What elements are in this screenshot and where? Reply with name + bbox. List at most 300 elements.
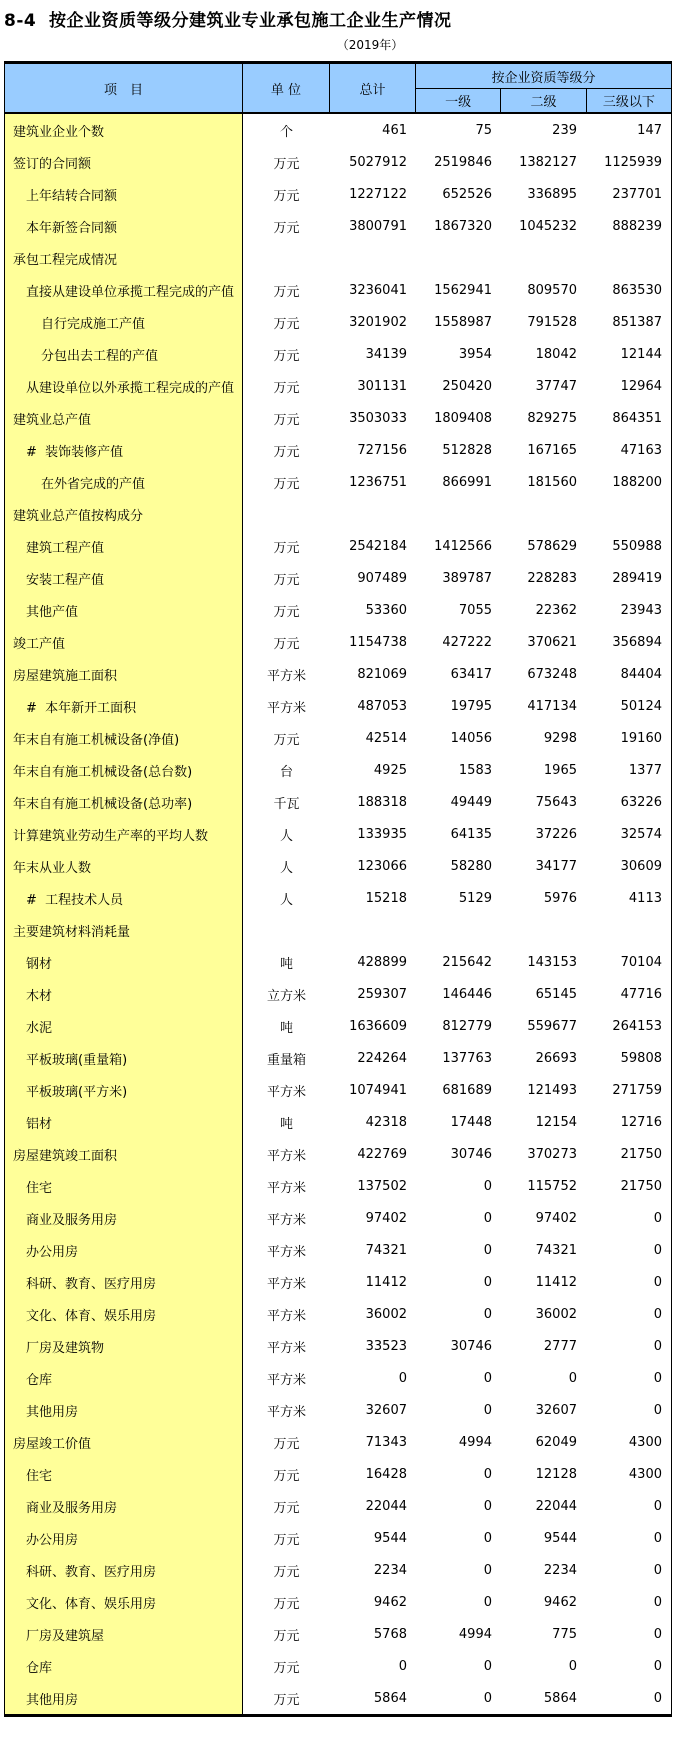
row-unit: 万元 [273,476,300,492]
table-row [5,1330,671,1362]
row-total-value: 137502 [357,1178,407,1194]
row-unit: 千瓦 [273,796,300,812]
row-grade2-value: 62049 [535,1434,577,1450]
row-grade2-value: 5976 [543,890,577,906]
row-grade3-value: 0 [653,1626,662,1642]
row-grade3-value: 21750 [620,1178,662,1194]
row-grade3-value: 4300 [628,1466,662,1482]
row-grade3-value: 0 [653,1306,662,1322]
row-total-value: 422769 [357,1146,407,1162]
row-total-value: 123066 [357,858,407,874]
row-total-value: 727156 [357,442,407,458]
row-grade1-value: 17448 [450,1114,492,1130]
table-row [5,818,671,850]
row-grade3-value: 271759 [612,1082,662,1098]
row-grade2-value [501,242,586,274]
row-grade1-value: 1809408 [434,410,492,426]
row-unit: 平方米 [266,1404,306,1420]
row-total-value: 3503033 [349,410,407,426]
page-subtitle: （2019年） [336,38,404,52]
row-grade1-value: 681689 [442,1082,492,1098]
row-grade2-value: 775 [552,1626,577,1642]
row-unit: 人 [279,828,293,844]
row-item-label: 平板玻璃(平方米) [5,1074,243,1106]
row-unit: 平方米 [266,1276,306,1292]
table-row [5,274,671,306]
col-header-group-title: 按企业资质等级分 [416,64,671,89]
row-item-label: 直接从建设单位承揽工程完成的产值 [5,274,243,306]
row-unit [243,242,330,274]
row-grade2-value: 9544 [543,1530,577,1546]
table-row [5,242,671,274]
table-row [5,1298,671,1330]
row-grade2-value: 0 [568,1658,577,1674]
row-grade1-value: 1583 [458,762,492,778]
row-grade3-value: 888239 [612,218,662,234]
row-grade1-value: 0 [483,1242,492,1258]
row-grade3-value: 851387 [612,314,662,330]
table-row [5,626,671,658]
row-item-label: 年末自有施工机械设备(总台数) [5,754,243,786]
row-unit: 万元 [273,540,300,556]
row-unit: 平方米 [266,668,306,684]
row-grade1-value: 1867320 [434,218,492,234]
row-grade1-value: 1412566 [434,538,492,554]
row-grade1-value: 0 [483,1370,492,1386]
row-grade1-value: 652526 [442,186,492,202]
row-grade1-value: 0 [483,1562,492,1578]
row-unit: 万元 [273,636,300,652]
row-grade3-value: 0 [653,1498,662,1514]
statistics-table [4,61,672,1717]
row-unit: 万元 [273,572,300,588]
row-grade1-value: 250420 [442,378,492,394]
row-grade1-value: 146446 [442,986,492,1002]
row-grade3-value: 0 [653,1402,662,1418]
row-grade1-value: 427222 [442,634,492,650]
row-unit: 人 [279,892,293,908]
row-grade1-value [416,914,501,946]
row-grade1-value: 0 [483,1306,492,1322]
row-grade3-value: 63226 [620,794,662,810]
row-unit: 平方米 [266,1340,306,1356]
row-unit: 万元 [273,348,300,364]
row-grade3-value [586,498,671,530]
row-unit [243,914,330,946]
row-unit: 平方米 [266,700,306,716]
row-grade1-value: 0 [483,1498,492,1514]
row-total-value: 461 [382,122,407,138]
row-unit: 万元 [273,1660,300,1676]
row-grade2-value: 34177 [535,858,577,874]
row-item-label: 商业及服务用房 [5,1490,243,1522]
row-total-value: 188318 [357,794,407,810]
row-grade2-value: 239 [552,122,577,138]
row-grade1-value: 0 [483,1402,492,1418]
row-grade2-value: 578629 [527,538,577,554]
row-unit: 立方米 [266,988,306,1004]
row-item-label: 分包出去工程的产值 [5,338,243,370]
row-total-value: 133935 [357,826,407,842]
row-grade2-value: 9462 [543,1594,577,1610]
table-row [5,850,671,882]
row-unit: 万元 [273,1532,300,1548]
table-row [5,466,671,498]
row-item-label: 上年结转合同额 [5,178,243,210]
row-total-value: 1154738 [349,634,407,650]
row-grade2-value: 12154 [535,1114,577,1130]
row-grade1-value [416,242,501,274]
row-grade3-value: 188200 [612,474,662,490]
row-total-value: 3201902 [349,314,407,330]
table-row [5,658,671,690]
row-total-value [330,242,416,274]
row-total-value: 32607 [365,1402,407,1418]
row-item-label: # 工程技术人员 [5,882,243,914]
row-item-label: 厂房及建筑物 [5,1330,243,1362]
row-total-value: 9462 [373,1594,407,1610]
row-unit: 平方米 [266,1244,306,1260]
row-grade2-value: 417134 [527,698,577,714]
row-total-value: 3800791 [349,218,407,234]
row-unit: 万元 [273,732,300,748]
row-grade3-value: 47163 [620,442,662,458]
row-item-label: 房屋竣工价值 [5,1426,243,1458]
row-grade2-value: 9298 [543,730,577,746]
row-total-value: 1236751 [349,474,407,490]
table-row [5,1074,671,1106]
table-row [5,1266,671,1298]
row-item-label: 竣工产值 [5,626,243,658]
row-grade2-value: 12128 [535,1466,577,1482]
row-grade1-value: 63417 [450,666,492,682]
table-row [5,1490,671,1522]
row-grade1-value: 0 [483,1594,492,1610]
row-unit: 万元 [273,188,300,204]
row-grade1-value: 0 [483,1466,492,1482]
row-grade3-value: 30609 [620,858,662,874]
row-grade2-value: 791528 [527,314,577,330]
row-total-value: 487053 [357,698,407,714]
row-grade2-value: 2777 [543,1338,577,1354]
col-header-grade2: 二级 [500,89,585,112]
grade-subheaders [416,89,671,112]
table-row [5,1522,671,1554]
row-unit: 万元 [273,316,300,332]
row-grade1-value: 19795 [450,698,492,714]
col-header-grade1: 一级 [445,95,472,110]
row-grade3-value: 0 [653,1658,662,1674]
row-item-label: 住宅 [5,1170,243,1202]
col-header-grade-group [416,64,671,112]
row-grade3-value: 50124 [620,698,662,714]
row-unit: 吨 [279,1116,293,1132]
row-grade2-value: 370273 [527,1146,577,1162]
row-item-label: # 装饰装修产值 [5,434,243,466]
row-grade2-value: 1382127 [519,154,577,170]
row-item-label: 安装工程产值 [5,562,243,594]
row-item-label: 房屋建筑施工面积 [5,658,243,690]
row-unit: 万元 [273,1500,300,1516]
row-grade2-value: 74321 [535,1242,577,1258]
row-unit: 万元 [273,380,300,396]
row-item-label: 铝材 [5,1106,243,1138]
row-grade1-value: 7055 [458,602,492,618]
row-grade3-value: 0 [653,1370,662,1386]
row-total-value: 301131 [357,378,407,394]
table-row [5,1170,671,1202]
row-grade3-value: 4300 [628,1434,662,1450]
row-unit: 吨 [279,1020,293,1036]
table-row [5,1586,671,1618]
table-row [5,306,671,338]
row-grade3-value: 59808 [620,1050,662,1066]
row-total-value: 3236041 [349,282,407,298]
row-item-label: 其他用房 [5,1682,243,1714]
row-grade3-value: 0 [653,1594,662,1610]
row-unit: 万元 [273,1628,300,1644]
row-total-value: 42318 [365,1114,407,1130]
row-unit: 万元 [273,1692,300,1708]
row-grade1-value: 866991 [442,474,492,490]
col-header-item: 项 目 [5,64,243,112]
row-grade2-value: 11412 [535,1274,577,1290]
row-item-label: 建筑工程产值 [5,530,243,562]
row-total-value: 5027912 [349,154,407,170]
row-total-value: 53360 [365,602,407,618]
row-grade2-value: 1965 [543,762,577,778]
row-unit: 平方米 [266,1148,306,1164]
row-grade2-value: 32607 [535,1402,577,1418]
col-header-total: 总计 [330,64,416,112]
row-item-label: 主要建筑材料消耗量 [5,914,243,946]
row-grade1-value: 5129 [458,890,492,906]
row-grade3-value: 47716 [620,986,662,1002]
row-item-label: 年末自有施工机械设备(总功率) [5,786,243,818]
row-total-value: 5864 [373,1690,407,1706]
row-grade3-value: 4113 [628,890,662,906]
row-grade3-value: 12716 [620,1114,662,1130]
row-total-value: 4925 [373,762,407,778]
row-unit: 万元 [273,604,300,620]
row-item-label: 水泥 [5,1010,243,1042]
table-row [5,690,671,722]
row-total-value: 15218 [365,890,407,906]
row-item-label: 办公用房 [5,1522,243,1554]
row-grade3-value: 21750 [620,1146,662,1162]
row-grade3-value: 70104 [620,954,662,970]
row-grade2-value: 673248 [527,666,577,682]
row-total-value: 71343 [365,1434,407,1450]
row-grade3-value: 237701 [612,186,662,202]
table-row [5,338,671,370]
row-unit: 平方米 [266,1372,306,1388]
row-item-label: 商业及服务用房 [5,1202,243,1234]
table-row [5,498,671,530]
row-grade3-value: 1377 [628,762,662,778]
row-grade1-value: 2519846 [434,154,492,170]
row-grade3-value: 289419 [612,570,662,586]
row-grade2-value: 336895 [527,186,577,202]
row-grade2-value: 5864 [543,1690,577,1706]
row-grade3-value: 0 [653,1530,662,1546]
row-unit: 平方米 [266,1212,306,1228]
row-grade3-value: 23943 [620,602,662,618]
row-total-value: 1636609 [349,1018,407,1034]
table-header [5,64,671,114]
row-grade3-value: 12964 [620,378,662,394]
row-grade2-value: 18042 [535,346,577,362]
row-unit: 万元 [273,1436,300,1452]
row-item-label: 计算建筑业劳动生产率的平均人数 [5,818,243,850]
table-row [5,1234,671,1266]
row-grade1-value: 0 [483,1530,492,1546]
table-row [5,1618,671,1650]
row-item-label: 自行完成施工产值 [5,306,243,338]
row-grade3-value [586,914,671,946]
row-grade2-value: 36002 [535,1306,577,1322]
row-total-value: 2542184 [349,538,407,554]
row-grade1-value: 1562941 [434,282,492,298]
row-total-value: 11412 [365,1274,407,1290]
row-unit: 个 [279,124,293,140]
row-total-value: 821069 [357,666,407,682]
row-grade2-value: 115752 [527,1178,577,1194]
table-row [5,946,671,978]
row-unit: 万元 [273,1564,300,1580]
table-row [5,786,671,818]
row-total-value: 224264 [357,1050,407,1066]
row-total-value: 16428 [365,1466,407,1482]
page-title: 8-4 按企业资质等级分建筑业专业承包施工企业生产情况 [4,11,452,31]
row-item-label: 本年新签合同额 [5,210,243,242]
row-grade3-value: 550988 [612,538,662,554]
row-grade2-value: 37226 [535,826,577,842]
row-grade3-value: 0 [653,1242,662,1258]
row-grade1-value: 812779 [442,1018,492,1034]
row-grade1-value: 389787 [442,570,492,586]
col-header-grade3: 三级以下 [586,89,671,112]
row-grade1-value: 30746 [450,1146,492,1162]
row-grade3-value: 0 [653,1338,662,1354]
table-row [5,1202,671,1234]
row-grade1-value: 215642 [442,954,492,970]
row-total-value: 34139 [365,346,407,362]
row-grade3-value: 84404 [620,666,662,682]
table-row [5,402,671,434]
row-grade2-value: 65145 [535,986,577,1002]
row-grade2-value: 37747 [535,378,577,394]
row-item-label: 文化、体育、娱乐用房 [5,1586,243,1618]
row-item-label: 房屋建筑竣工面积 [5,1138,243,1170]
row-item-label: 科研、教育、医疗用房 [5,1554,243,1586]
row-total-value: 74321 [365,1242,407,1258]
row-grade1-value: 0 [483,1210,492,1226]
row-unit: 万元 [273,156,300,172]
row-item-label: 文化、体育、娱乐用房 [5,1298,243,1330]
row-item-label: 年末自有施工机械设备(净值) [5,722,243,754]
row-unit: 台 [279,764,293,780]
row-grade3-value: 356894 [612,634,662,650]
row-grade1-value: 14056 [450,730,492,746]
row-grade2-value: 167165 [527,442,577,458]
table-row [5,594,671,626]
row-unit: 平方米 [266,1308,306,1324]
row-grade2-value: 1045232 [519,218,577,234]
row-grade2-value: 809570 [527,282,577,298]
row-grade2-value: 97402 [535,1210,577,1226]
row-grade3-value: 12144 [620,346,662,362]
row-grade1-value: 0 [483,1690,492,1706]
row-item-label: 钢材 [5,946,243,978]
table-row [5,1138,671,1170]
table-row [5,370,671,402]
row-total-value: 907489 [357,570,407,586]
table-row [5,1426,671,1458]
row-grade1-value: 58280 [450,858,492,874]
col-header-unit: 单 位 [243,64,330,112]
row-grade2-value: 26693 [535,1050,577,1066]
row-grade1-value: 30746 [450,1338,492,1354]
row-grade1-value: 0 [483,1274,492,1290]
row-item-label: 住宅 [5,1458,243,1490]
row-total-value: 1227122 [349,186,407,202]
row-grade2-value: 2234 [543,1562,577,1578]
row-grade1-value: 75 [475,122,492,138]
table-row [5,722,671,754]
row-total-value: 97402 [365,1210,407,1226]
row-grade3-value: 863530 [612,282,662,298]
row-grade2-value: 22362 [535,602,577,618]
table-row [5,754,671,786]
row-item-label: 从建设单位以外承揽工程完成的产值 [5,370,243,402]
row-item-label: 平板玻璃(重量箱) [5,1042,243,1074]
row-item-label: 在外省完成的产值 [5,466,243,498]
row-grade2-value: 370621 [527,634,577,650]
row-grade3-value: 19160 [620,730,662,746]
row-grade1-value: 0 [483,1658,492,1674]
row-total-value: 1074941 [349,1082,407,1098]
row-grade1-value: 137763 [442,1050,492,1066]
row-item-label: 木材 [5,978,243,1010]
row-grade2-value: 181560 [527,474,577,490]
row-grade3-value: 864351 [612,410,662,426]
table-row [5,1010,671,1042]
row-item-label: 办公用房 [5,1234,243,1266]
row-total-value: 5768 [373,1626,407,1642]
row-unit: 万元 [273,1468,300,1484]
row-grade2-value: 143153 [527,954,577,970]
table-row [5,1394,671,1426]
row-unit [243,498,330,530]
row-item-label: 科研、教育、医疗用房 [5,1266,243,1298]
table-row [5,1682,671,1714]
row-grade3-value: 0 [653,1210,662,1226]
row-item-label: # 本年新开工面积 [5,690,243,722]
row-total-value: 428899 [357,954,407,970]
table-row [5,434,671,466]
table-row [5,210,671,242]
row-grade2-value: 22044 [535,1498,577,1514]
row-grade3-value: 147 [637,122,662,138]
row-item-label: 其他产值 [5,594,243,626]
row-grade2-value: 829275 [527,410,577,426]
row-total-value: 9544 [373,1530,407,1546]
table-row [5,1554,671,1586]
row-total-value: 36002 [365,1306,407,1322]
row-unit: 万元 [273,284,300,300]
row-grade1-value: 49449 [450,794,492,810]
